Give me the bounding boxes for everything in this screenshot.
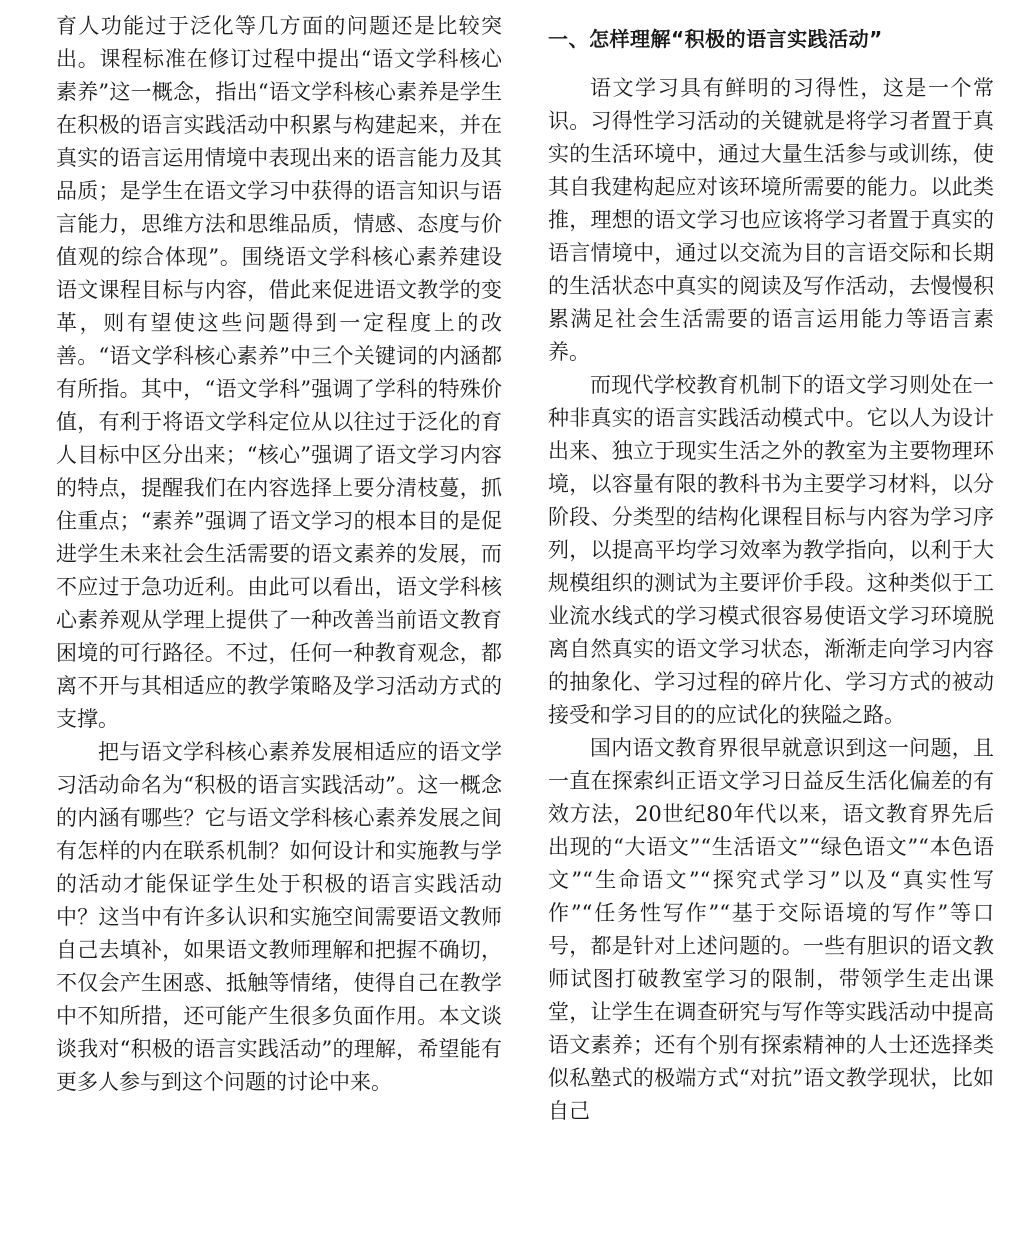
body-paragraph: 而现代学校教育机制下的语文学习则处在一种非真实的语言实践活动模式中。它以人为设计出来、独立于现实生活之外的教室为主要物理环境，以容量有限的教科书为主要学习材料，以分阶段、分类型的结构化课程目标与内容为学习序列，以提高平均学习效率为教学指向，以利于大规模组织的测试为主要评价手段。这种类似于工业流水线式的学习模式很容易使语文学习环境脱离自然真实的语文学习状态，渐渐走向学习内容的抽象化、学习过程的碎片化、学习方式的被动接受和学习目的的应试化的狭隘之路。 (548, 373, 994, 727)
body-paragraph: 把与语文学科核心素养发展相适应的语文学习活动命名为“积极的语言实践活动”。这一概念的内涵有哪些？它与语文学科核心素养发展之间有怎样的内在联系机制？如何设计和实施教与学的活动才能保证学生处于积极的语言实践活动中？这当中有许多认识和实施空间需要语文教师自己去填补，如果语文教师理解和把握不确切，不仅会产生困惑、抵触等情绪，使得自己在教学中不知所措，还可能产生很多负面作用。本文谈谈我对“积极的语言实践活动”的理解，希望能有更多人参与到这个问题的讨论中来。 (56, 740, 502, 1094)
body-paragraph: 育人功能过于泛化等几方面的问题还是比较突出。课程标准在修订过程中提出“语文学科核心素养”这一概念，指出“语文学科核心素养是学生在积极的语言实践活动中积累与构建起来，并在真实的语言运用情境中表现出来的语言能力及其品质；是学生在语文学习中获得的语言知识与语言能力，思维方法和思维品质，情感、态度与价值观的综合体现”。围绕语文学科核心素养建设语文课程目标与内容，借此来促进语文教学的变革，则有望使这些问题得到一定程度上的改善。“语文学科核心素养”中三个关键词的内涵都有所指。其中，“语文学科”强调了学科的特殊价值，有利于将语文学科定位从以往过于泛化的育人目标中区分出来；“核心”强调了语文学习内容的特点，提醒我们在内容选择上要分清枝蔓，抓住重点；“素养”强调了语文学习的根本目的是促进学生未来社会生活需要的语文素养的发展，而不应过于急功近利。由此可以看出，语文学科核心素养观从学理上提供了一种改善当前语文教育困境的可行路径。不过，任何一种教育观念，都离不开与其相适应的教学策略及学习活动方式的支撑。 (56, 14, 502, 731)
body-paragraph: 语文学习具有鲜明的习得性，这是一个常识。习得性学习活动的关键就是将学习者置于真实的生活环境中，通过大量生活参与或训练，使其自我建构起应对该环境所需要的能力。以此类推，理想的语文学习也应该将学习者置于真实的语言情境中，通过以交流为目的言语交际和长期的生活状态中真实的阅读及写作活动，去慢慢积累满足社会生活需要的语言运用能力等语言素养。 (548, 76, 994, 364)
body-paragraph: 国内语文教育界很早就意识到这一问题，且一直在探索纠正语文学习日益反生活化偏差的有效方法，20世纪80年代以来，语文教育界先后出现的“大语文”“生活语文”“绿色语文”“本色语文”“生命语文”“探究式学习”以及“真实性写作”“任务性写作”“基于交际语境的写作”等口号，都是针对上述问题的。一些有胆识的语文教师试图打破教室学习的限制，带领学生走出课堂，让学生在调查研究与写作等实践活动中提高语文素养；还有个别有探索精神的人士还选择类似私塾式的极端方式“对抗”语文教学现状，比如自己 (548, 736, 994, 1123)
section-heading: 一、怎样理解“积极的语言实践活动” (548, 27, 883, 51)
right-column (548, 10, 994, 1128)
left-column (56, 10, 502, 1099)
